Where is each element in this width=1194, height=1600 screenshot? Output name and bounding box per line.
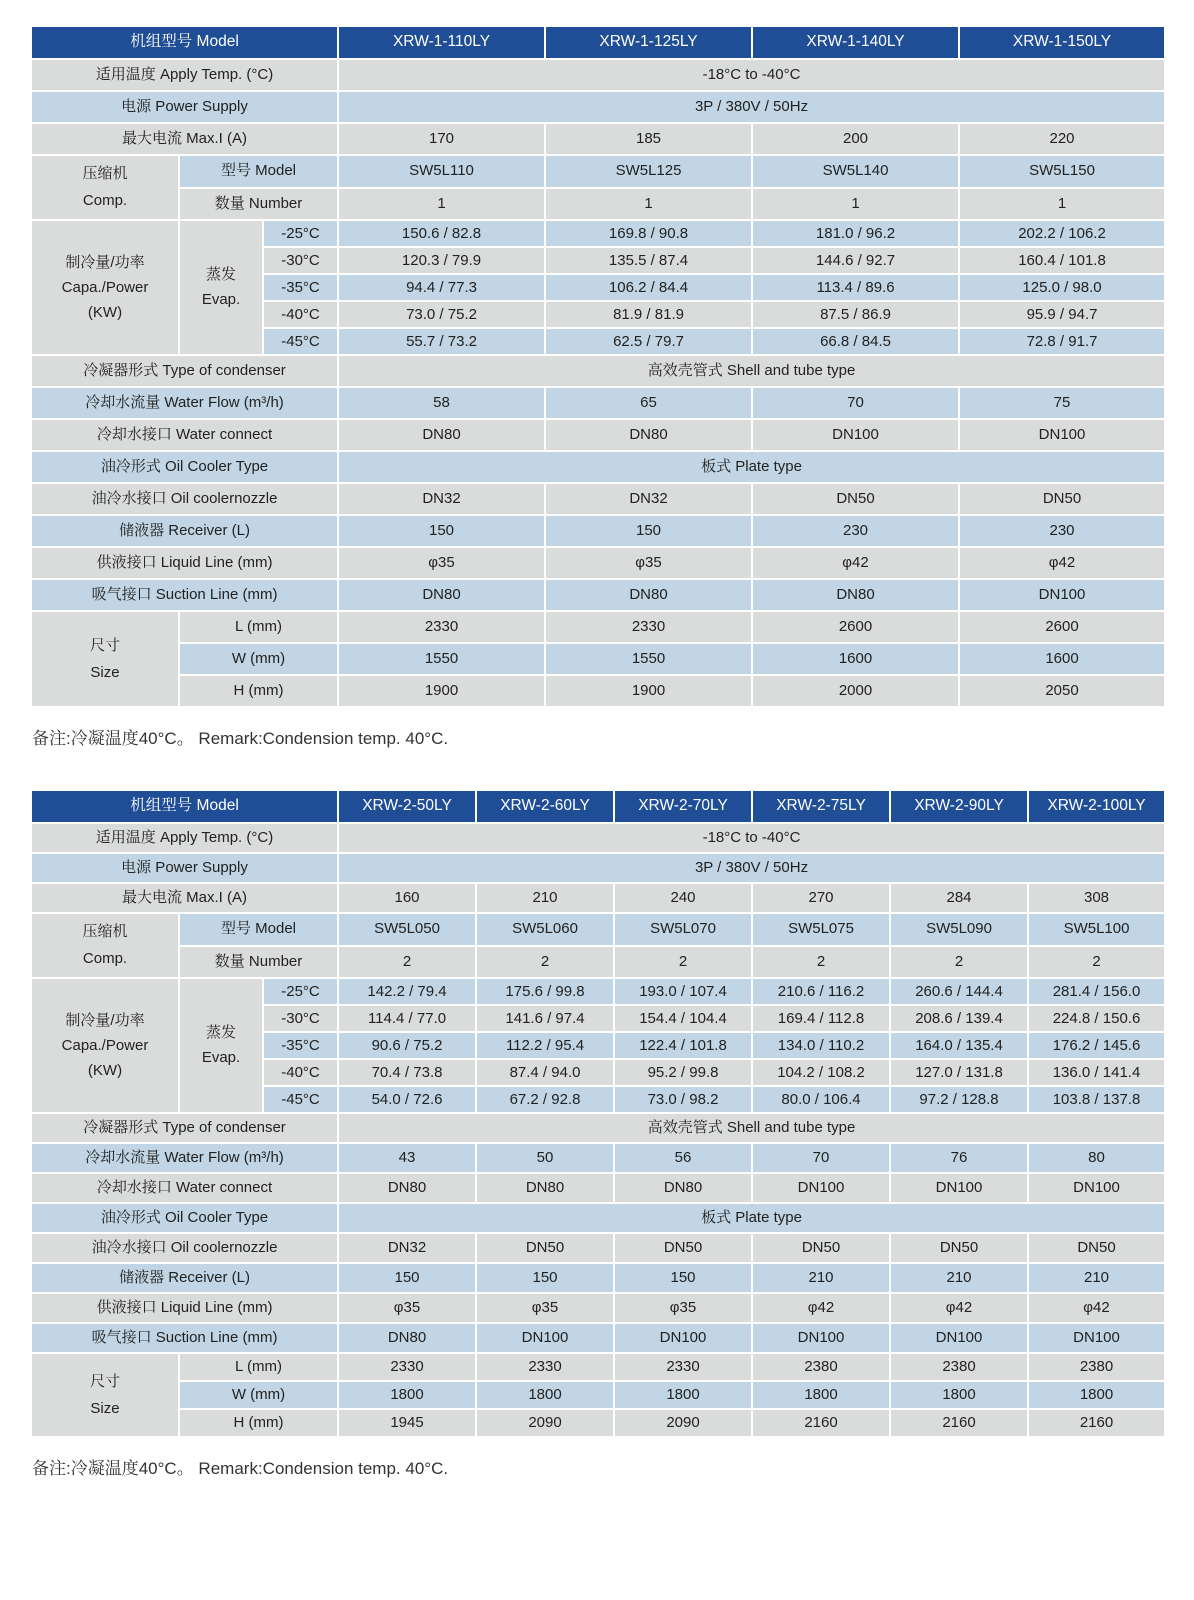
value-cell: 高效壳管式 Shell and tube type [338, 1113, 1165, 1143]
remark-note: 备注:冷凝温度40°C。 Remark:Condension temp. 40°C. [32, 729, 449, 748]
value-cell: 150 [476, 1263, 614, 1293]
value-cell: 板式 Plate type [338, 1203, 1165, 1233]
value-cell: DN80 [614, 1173, 752, 1203]
value-cell: 202.2 / 106.2 [959, 220, 1165, 247]
value-cell: 1800 [338, 1381, 476, 1409]
value-cell: φ35 [476, 1293, 614, 1323]
value-cell: 135.5 / 87.4 [545, 247, 752, 274]
value-cell: DN32 [338, 483, 545, 515]
value-cell: 164.0 / 135.4 [890, 1032, 1028, 1059]
dim-label: W (mm) [179, 643, 338, 675]
row-size-l [31, 611, 1165, 643]
value-cell: DN100 [959, 419, 1165, 451]
dim-label: H (mm) [179, 675, 338, 707]
value-cell: 87.5 / 86.9 [752, 301, 959, 328]
row-power-supply [31, 91, 1165, 123]
model-column-header: XRW-1-150LY [959, 26, 1165, 59]
value-cell: 210 [890, 1263, 1028, 1293]
value-cell: 144.6 / 92.7 [752, 247, 959, 274]
evap-label-en: Evap. [201, 1049, 241, 1066]
dim-label: L (mm) [179, 1353, 338, 1381]
evap-label [179, 978, 263, 1113]
compressor-label-cn: 压缩机 [82, 923, 128, 940]
row-capacity-25 [31, 220, 1165, 247]
value-cell: SW5L100 [1028, 913, 1165, 946]
model-column-header: XRW-1-140LY [752, 26, 959, 59]
value-cell: 134.0 / 110.2 [752, 1032, 890, 1059]
capacity-label-en: Capa./Power [61, 278, 149, 296]
row-oil-cooler-type [31, 1203, 1165, 1233]
value-cell: 122.4 / 101.8 [614, 1032, 752, 1059]
value-cell: 67.2 / 92.8 [476, 1086, 614, 1113]
value-cell: 169.8 / 90.8 [545, 220, 752, 247]
model-column-header: XRW-1-110LY [338, 26, 545, 59]
row-label: 油冷形式 Oil Cooler Type [31, 1203, 338, 1233]
value-cell: 73.0 / 75.2 [338, 301, 545, 328]
value-cell: 2160 [1028, 1409, 1165, 1437]
row-receiver [31, 515, 1165, 547]
value-cell: φ42 [752, 1293, 890, 1323]
model-column-header: XRW-2-60LY [476, 790, 614, 823]
value-cell: φ35 [338, 1293, 476, 1323]
value-cell: 2090 [614, 1409, 752, 1437]
temp-label: -30°C [263, 247, 338, 274]
value-cell: 170 [338, 123, 545, 155]
value-cell: 1550 [545, 643, 752, 675]
capacity-label-en: Capa./Power [61, 1036, 149, 1054]
row-water-connect [31, 1173, 1165, 1203]
value-cell: 230 [752, 515, 959, 547]
row-water-connect [31, 419, 1165, 451]
value-cell: φ35 [338, 547, 545, 579]
temp-label: -25°C [263, 978, 338, 1005]
value-cell: 75 [959, 387, 1165, 419]
compressor-label-en: Comp. [82, 950, 128, 967]
value-cell: DN100 [614, 1323, 752, 1353]
value-cell: DN50 [752, 483, 959, 515]
value-cell: 210 [476, 883, 614, 913]
temp-label: -35°C [263, 274, 338, 301]
value-cell: 210 [752, 1263, 890, 1293]
value-cell: φ42 [1028, 1293, 1165, 1323]
value-cell: 73.0 / 98.2 [614, 1086, 752, 1113]
value-cell: 103.8 / 137.8 [1028, 1086, 1165, 1113]
value-cell: SW5L140 [752, 155, 959, 188]
value-cell: DN80 [338, 1323, 476, 1353]
value-cell: 150.6 / 82.8 [338, 220, 545, 247]
value-cell: 308 [1028, 883, 1165, 913]
value-cell: DN50 [476, 1233, 614, 1263]
compressor-label-en: Comp. [82, 192, 128, 209]
row-label: 油冷水接口 Oil coolernozzle [31, 483, 338, 515]
evap-label-cn: 蒸发 [205, 1024, 236, 1041]
value-cell: 210 [1028, 1263, 1165, 1293]
value-cell: 43 [338, 1143, 476, 1173]
row-max-current [31, 123, 1165, 155]
value-cell: 2380 [752, 1353, 890, 1381]
model-column-header: XRW-1-125LY [545, 26, 752, 59]
value-cell: 2090 [476, 1409, 614, 1437]
value-cell: 106.2 / 84.4 [545, 274, 752, 301]
value-cell: 1 [545, 188, 752, 221]
value-cell: 113.4 / 89.6 [752, 274, 959, 301]
row-label: 供液接口 Liquid Line (mm) [31, 547, 338, 579]
size-label-en: Size [90, 1399, 120, 1417]
value-cell: 1900 [545, 675, 752, 707]
value-cell: 2330 [545, 611, 752, 643]
temp-label: -40°C [263, 301, 338, 328]
value-cell: 1600 [752, 643, 959, 675]
value-cell: 160 [338, 883, 476, 913]
row-label: 型号 Model [179, 155, 338, 188]
value-cell: 160.4 / 101.8 [959, 247, 1165, 274]
value-cell: DN32 [545, 483, 752, 515]
value-cell: DN100 [890, 1323, 1028, 1353]
table-header-row [31, 26, 1165, 59]
value-cell: DN32 [338, 1233, 476, 1263]
value-cell: 2050 [959, 675, 1165, 707]
row-oil-nozzle [31, 1233, 1165, 1263]
value-cell: 150 [338, 1263, 476, 1293]
row-label: 适用温度 Apply Temp. (°C) [31, 823, 338, 853]
value-cell: DN100 [959, 579, 1165, 611]
row-apply-temp [31, 823, 1165, 853]
value-cell: 224.8 / 150.6 [1028, 1005, 1165, 1032]
value-cell: φ35 [614, 1293, 752, 1323]
value-cell: DN80 [338, 579, 545, 611]
value-cell: 72.8 / 91.7 [959, 328, 1165, 355]
row-power-supply [31, 853, 1165, 883]
row-label: 冷凝器形式 Type of condenser [31, 355, 338, 387]
value-cell: SW5L070 [614, 913, 752, 946]
value-cell: 150 [614, 1263, 752, 1293]
value-cell: SW5L110 [338, 155, 545, 188]
value-cell: 90.6 / 75.2 [338, 1032, 476, 1059]
value-cell: 1800 [1028, 1381, 1165, 1409]
value-cell: 2160 [752, 1409, 890, 1437]
value-cell: 58 [338, 387, 545, 419]
row-label: 冷却水流量 Water Flow (m³/h) [31, 387, 338, 419]
value-cell: 2330 [338, 1353, 476, 1381]
model-column-header: XRW-2-100LY [1028, 790, 1165, 823]
model-column-header: XRW-2-70LY [614, 790, 752, 823]
value-cell: DN50 [752, 1233, 890, 1263]
value-cell: 81.9 / 81.9 [545, 301, 752, 328]
value-cell: 1800 [476, 1381, 614, 1409]
value-cell: DN100 [752, 1173, 890, 1203]
value-cell: 76 [890, 1143, 1028, 1173]
dim-label: W (mm) [179, 1381, 338, 1409]
row-suction-line [31, 1323, 1165, 1353]
value-cell: 2 [890, 946, 1028, 979]
size-label-cn: 尺寸 [89, 1372, 120, 1390]
row-liquid-line [31, 547, 1165, 579]
value-cell: 3P / 380V / 50Hz [338, 91, 1165, 123]
value-cell: 1800 [752, 1381, 890, 1409]
value-cell: DN50 [959, 483, 1165, 515]
value-cell: SW5L090 [890, 913, 1028, 946]
temp-label: -25°C [263, 220, 338, 247]
row-label: 冷凝器形式 Type of condenser [31, 1113, 338, 1143]
size-label [31, 1353, 179, 1437]
value-cell: DN100 [1028, 1323, 1165, 1353]
row-receiver [31, 1263, 1165, 1293]
capacity-label-unit: (KW) [87, 1061, 123, 1079]
value-cell: φ35 [545, 547, 752, 579]
row-oil-cooler-type [31, 451, 1165, 483]
value-cell: 66.8 / 84.5 [752, 328, 959, 355]
row-size-l [31, 1353, 1165, 1381]
row-suction-line [31, 579, 1165, 611]
value-cell: 2330 [476, 1353, 614, 1381]
value-cell: 97.2 / 128.8 [890, 1086, 1028, 1113]
temp-label: -45°C [263, 328, 338, 355]
value-cell: 1 [752, 188, 959, 221]
value-cell: 1800 [890, 1381, 1028, 1409]
row-oil-nozzle [31, 483, 1165, 515]
row-label: 数量 Number [179, 946, 338, 979]
row-label: 电源 Power Supply [31, 91, 338, 123]
value-cell: 87.4 / 94.0 [476, 1059, 614, 1086]
value-cell: 70.4 / 73.8 [338, 1059, 476, 1086]
header-model-label: 机组型号 Model [31, 790, 338, 823]
compressor-label-cn: 压缩机 [82, 165, 128, 182]
value-cell: 1900 [338, 675, 545, 707]
value-cell: φ42 [890, 1293, 1028, 1323]
value-cell: 2 [1028, 946, 1165, 979]
evap-label [179, 220, 263, 355]
value-cell: -18°C to -40°C [338, 59, 1165, 91]
evap-label-en: Evap. [201, 291, 241, 308]
value-cell: 1 [959, 188, 1165, 221]
value-cell: DN80 [476, 1173, 614, 1203]
value-cell: SW5L060 [476, 913, 614, 946]
capacity-label [31, 978, 179, 1113]
value-cell: DN50 [890, 1233, 1028, 1263]
row-label: 适用温度 Apply Temp. (°C) [31, 59, 338, 91]
value-cell: φ42 [959, 547, 1165, 579]
value-cell: 150 [338, 515, 545, 547]
row-label: 电源 Power Supply [31, 853, 338, 883]
value-cell: 176.2 / 145.6 [1028, 1032, 1165, 1059]
row-water-flow [31, 1143, 1165, 1173]
spec-table-xrw1 [30, 25, 1166, 708]
row-compressor-model [31, 155, 1165, 188]
capacity-label-cn: 制冷量/功率 [65, 1011, 145, 1029]
dim-label: L (mm) [179, 611, 338, 643]
value-cell: 2380 [1028, 1353, 1165, 1381]
value-cell: 54.0 / 72.6 [338, 1086, 476, 1113]
value-cell: 104.2 / 108.2 [752, 1059, 890, 1086]
value-cell: 114.4 / 77.0 [338, 1005, 476, 1032]
row-label: 冷却水接口 Water connect [31, 1173, 338, 1203]
row-max-current [31, 883, 1165, 913]
temp-label: -45°C [263, 1086, 338, 1113]
row-label: 吸气接口 Suction Line (mm) [31, 1323, 338, 1353]
value-cell: DN80 [545, 419, 752, 451]
row-size-w [31, 1381, 1165, 1409]
size-label [31, 611, 179, 707]
value-cell: 125.0 / 98.0 [959, 274, 1165, 301]
value-cell: DN100 [1028, 1173, 1165, 1203]
compressor-label [31, 155, 179, 220]
value-cell: 169.4 / 112.8 [752, 1005, 890, 1032]
value-cell: 3P / 380V / 50Hz [338, 853, 1165, 883]
value-cell: DN80 [338, 1173, 476, 1203]
value-cell: DN80 [338, 419, 545, 451]
value-cell: 154.4 / 104.4 [614, 1005, 752, 1032]
spacer [30, 749, 1164, 789]
row-size-h [31, 675, 1165, 707]
value-cell: SW5L125 [545, 155, 752, 188]
value-cell: φ42 [752, 547, 959, 579]
row-compressor-model [31, 913, 1165, 946]
size-label-en: Size [90, 663, 120, 681]
model-column-header: XRW-2-75LY [752, 790, 890, 823]
value-cell: 284 [890, 883, 1028, 913]
row-label: 储液器 Receiver (L) [31, 515, 338, 547]
row-size-w [31, 643, 1165, 675]
value-cell: 142.2 / 79.4 [338, 978, 476, 1005]
value-cell: 55.7 / 73.2 [338, 328, 545, 355]
value-cell: 181.0 / 96.2 [752, 220, 959, 247]
value-cell: 80 [1028, 1143, 1165, 1173]
value-cell: 1800 [614, 1381, 752, 1409]
value-cell: DN80 [545, 579, 752, 611]
dim-label: H (mm) [179, 1409, 338, 1437]
value-cell: 65 [545, 387, 752, 419]
value-cell: 70 [752, 387, 959, 419]
value-cell: 2000 [752, 675, 959, 707]
value-cell: 50 [476, 1143, 614, 1173]
row-label: 冷却水接口 Water connect [31, 419, 338, 451]
capacity-label [31, 220, 179, 355]
value-cell: DN100 [752, 1323, 890, 1353]
value-cell: 62.5 / 79.7 [545, 328, 752, 355]
value-cell: SW5L150 [959, 155, 1165, 188]
value-cell: DN50 [614, 1233, 752, 1263]
value-cell: 高效壳管式 Shell and tube type [338, 355, 1165, 387]
value-cell: 1550 [338, 643, 545, 675]
row-apply-temp [31, 59, 1165, 91]
value-cell: 1 [338, 188, 545, 221]
value-cell: 2330 [614, 1353, 752, 1381]
value-cell: 136.0 / 141.4 [1028, 1059, 1165, 1086]
row-label: 最大电流 Max.I (A) [31, 883, 338, 913]
row-label: 最大电流 Max.I (A) [31, 123, 338, 155]
row-liquid-line [31, 1293, 1165, 1323]
value-cell: 260.6 / 144.4 [890, 978, 1028, 1005]
value-cell: 1945 [338, 1409, 476, 1437]
row-label: 型号 Model [179, 913, 338, 946]
value-cell: DN100 [476, 1323, 614, 1353]
value-cell: 141.6 / 97.4 [476, 1005, 614, 1032]
capacity-label-cn: 制冷量/功率 [65, 253, 145, 271]
value-cell: DN80 [752, 579, 959, 611]
value-cell: 80.0 / 106.4 [752, 1086, 890, 1113]
value-cell: SW5L075 [752, 913, 890, 946]
temp-label: -30°C [263, 1005, 338, 1032]
model-column-header: XRW-2-50LY [338, 790, 476, 823]
value-cell: 1600 [959, 643, 1165, 675]
value-cell: 127.0 / 131.8 [890, 1059, 1028, 1086]
row-compressor-number [31, 946, 1165, 979]
temp-label: -40°C [263, 1059, 338, 1086]
capacity-label-unit: (KW) [87, 303, 123, 321]
value-cell: 210.6 / 116.2 [752, 978, 890, 1005]
remark-note: 备注:冷凝温度40°C。 Remark:Condension temp. 40°C. [32, 1459, 449, 1478]
row-label: 油冷水接口 Oil coolernozzle [31, 1233, 338, 1263]
value-cell: 2 [614, 946, 752, 979]
row-label: 冷却水流量 Water Flow (m³/h) [31, 1143, 338, 1173]
value-cell: 95.2 / 99.8 [614, 1059, 752, 1086]
size-label-cn: 尺寸 [89, 636, 120, 654]
row-label: 供液接口 Liquid Line (mm) [31, 1293, 338, 1323]
value-cell: 112.2 / 95.4 [476, 1032, 614, 1059]
row-label: 储液器 Receiver (L) [31, 1263, 338, 1293]
value-cell: 220 [959, 123, 1165, 155]
value-cell: 94.4 / 77.3 [338, 274, 545, 301]
row-compressor-number [31, 188, 1165, 221]
table-header-row [31, 790, 1165, 823]
value-cell: 175.6 / 99.8 [476, 978, 614, 1005]
row-condenser-type [31, 1113, 1165, 1143]
value-cell: 230 [959, 515, 1165, 547]
value-cell: SW5L050 [338, 913, 476, 946]
model-column-header: XRW-2-90LY [890, 790, 1028, 823]
value-cell: 2 [338, 946, 476, 979]
value-cell: 2380 [890, 1353, 1028, 1381]
value-cell: 281.4 / 156.0 [1028, 978, 1165, 1005]
spec-table-xrw2 [30, 789, 1166, 1438]
value-cell: 2600 [752, 611, 959, 643]
compressor-label [31, 913, 179, 978]
value-cell: 150 [545, 515, 752, 547]
value-cell: DN50 [1028, 1233, 1165, 1263]
value-cell: 120.3 / 79.9 [338, 247, 545, 274]
value-cell: 95.9 / 94.7 [959, 301, 1165, 328]
value-cell: 208.6 / 139.4 [890, 1005, 1028, 1032]
value-cell: -18°C to -40°C [338, 823, 1165, 853]
value-cell: 2 [476, 946, 614, 979]
row-label: 吸气接口 Suction Line (mm) [31, 579, 338, 611]
row-capacity-25 [31, 978, 1165, 1005]
value-cell: DN100 [752, 419, 959, 451]
header-model-label: 机组型号 Model [31, 26, 338, 59]
evap-label-cn: 蒸发 [205, 266, 236, 283]
value-cell: 板式 Plate type [338, 451, 1165, 483]
value-cell: 270 [752, 883, 890, 913]
value-cell: DN100 [890, 1173, 1028, 1203]
value-cell: 200 [752, 123, 959, 155]
value-cell: 2330 [338, 611, 545, 643]
value-cell: 2160 [890, 1409, 1028, 1437]
temp-label: -35°C [263, 1032, 338, 1059]
row-label: 油冷形式 Oil Cooler Type [31, 451, 338, 483]
value-cell: 193.0 / 107.4 [614, 978, 752, 1005]
row-size-h [31, 1409, 1165, 1437]
value-cell: 185 [545, 123, 752, 155]
value-cell: 70 [752, 1143, 890, 1173]
value-cell: 2 [752, 946, 890, 979]
value-cell: 56 [614, 1143, 752, 1173]
row-condenser-type [31, 355, 1165, 387]
value-cell: 240 [614, 883, 752, 913]
value-cell: 2600 [959, 611, 1165, 643]
row-label: 数量 Number [179, 188, 338, 221]
row-water-flow [31, 387, 1165, 419]
